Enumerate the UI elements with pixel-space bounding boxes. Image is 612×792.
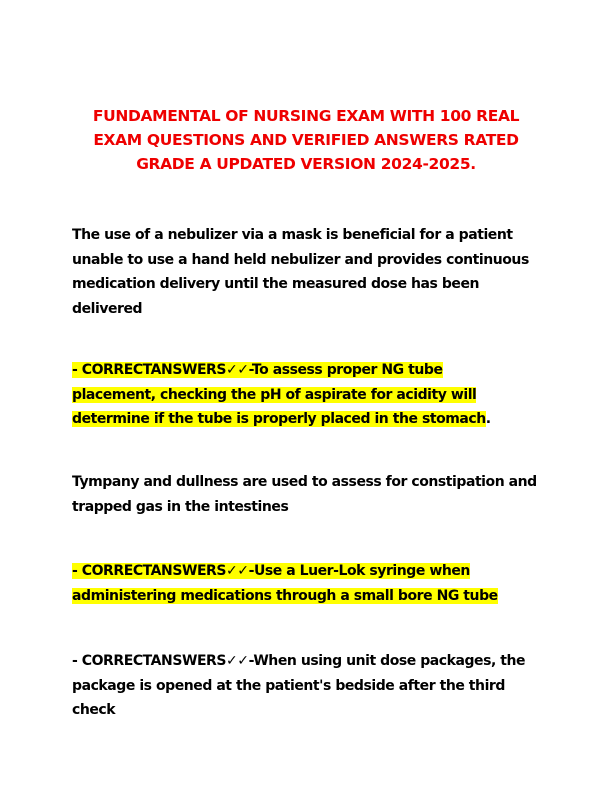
text-line: Tympany and dullness are used to assess for constipation and — [72, 474, 537, 490]
highlighted-text-line: determine if the tube is properly placed in the stomach — [72, 411, 486, 427]
trailing-period: . — [485, 411, 491, 427]
text-line: check — [72, 702, 116, 718]
document-title — [40, 104, 572, 176]
highlighted-text-line: - CORRECTANSWERS✓✓-To assess proper NG tube — [72, 362, 443, 378]
text-line: medication delivery until the measured dose has been — [72, 276, 480, 292]
answer-unit-dose — [72, 649, 552, 723]
statement-nebulizer — [72, 223, 552, 321]
highlighted-text-line: administering medications through a small bore NG tube — [72, 587, 498, 604]
text-line: delivered — [72, 300, 143, 317]
text-line: The use of a nebulizer via a mask is beneficial for a patient — [72, 227, 513, 243]
text-line: - CORRECTANSWERS✓✓-When using unit dose packages, the — [72, 653, 526, 669]
title-line: FUNDAMENTAL OF NURSING EXAM WITH 100 REAL — [92, 107, 520, 125]
title-line: EXAM QUESTIONS AND VERIFIED ANSWERS RATED — [93, 131, 519, 149]
text-line: trapped gas in the intestines — [72, 498, 289, 515]
highlighted-text-line: placement, checking the pH of aspirate for acidity will — [72, 386, 477, 403]
title-line: GRADE A UPDATED VERSION 2024-2025. — [136, 155, 476, 173]
answer-ng-tube-placement — [72, 358, 552, 432]
text-line: unable to use a hand held nebulizer and provides continuous — [72, 251, 529, 268]
text-line: package is opened at the patient's bedside after the third — [72, 677, 505, 694]
answer-luer-lok — [72, 559, 552, 608]
statement-tympany — [72, 470, 552, 519]
highlighted-text-line: - CORRECTANSWERS✓✓-Use a Luer-Lok syringe when — [72, 563, 470, 579]
